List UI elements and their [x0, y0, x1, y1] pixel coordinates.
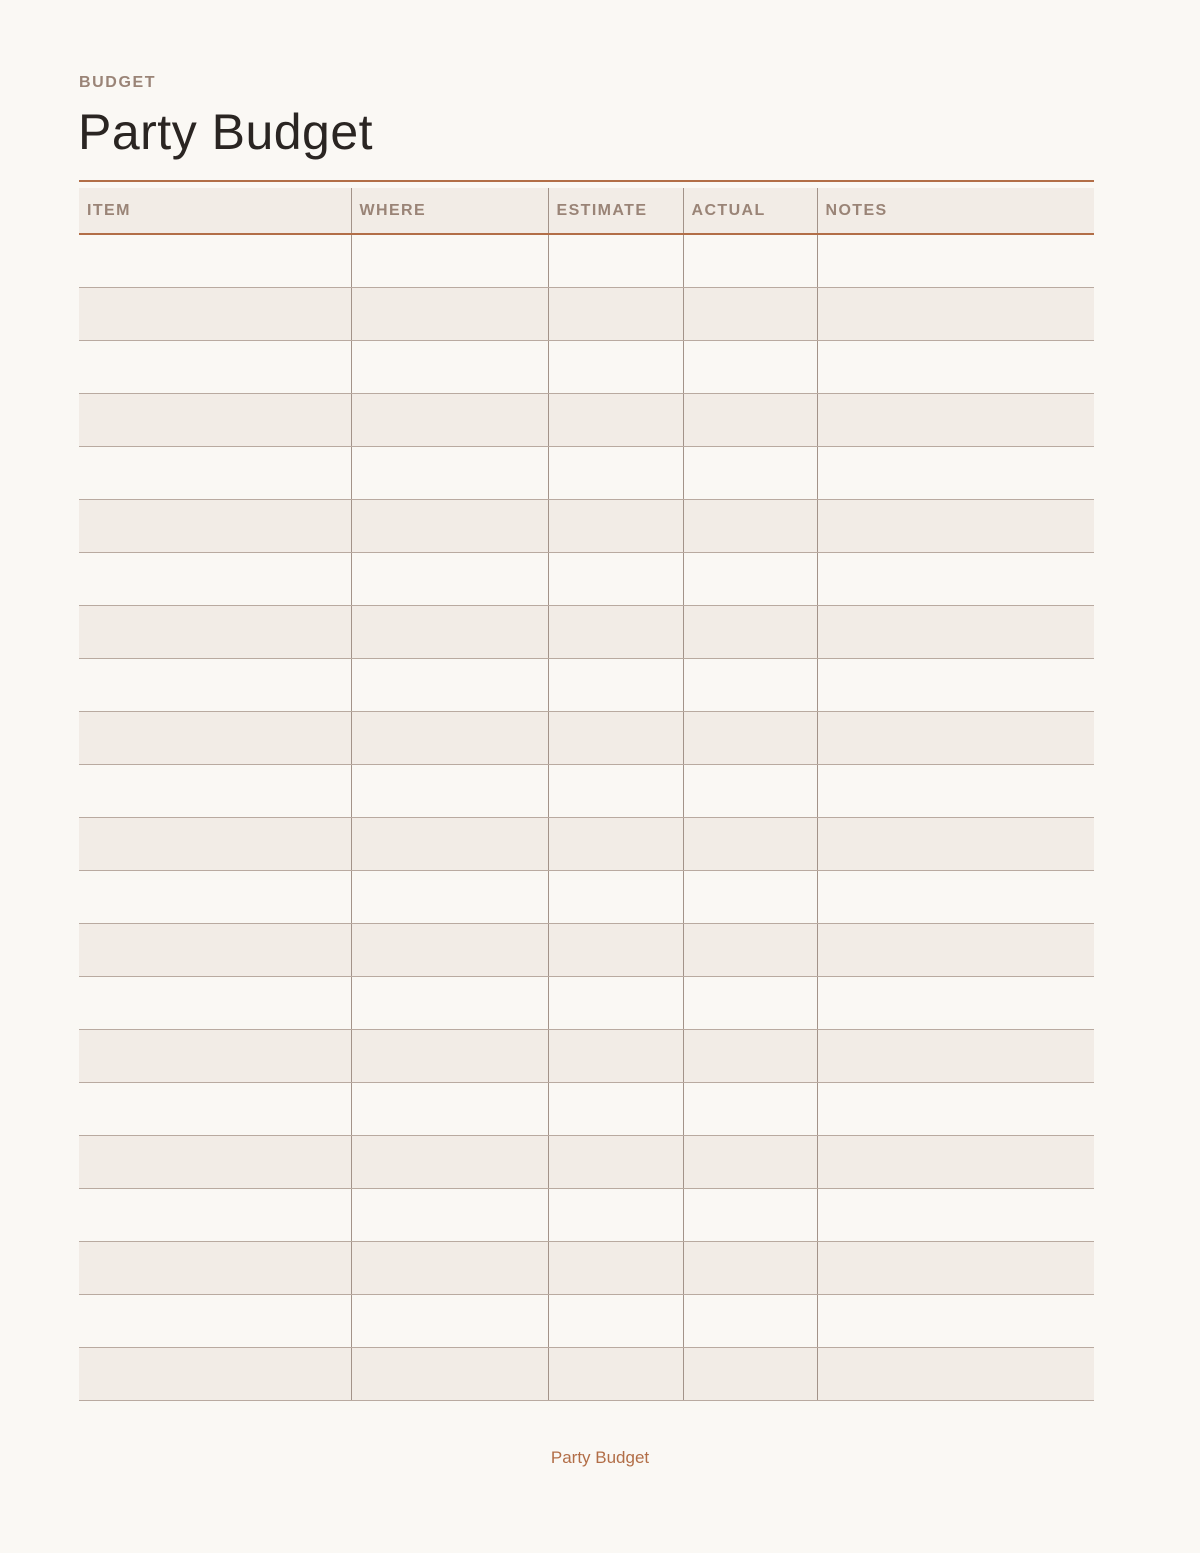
- cell-where[interactable]: [351, 923, 548, 976]
- cell-where[interactable]: [351, 711, 548, 764]
- cell-item[interactable]: [79, 552, 351, 605]
- cell-where[interactable]: [351, 1188, 548, 1241]
- cell-actual[interactable]: [683, 1082, 817, 1135]
- cell-actual[interactable]: [683, 764, 817, 817]
- cell-estimate[interactable]: [548, 1082, 683, 1135]
- cell-actual[interactable]: [683, 446, 817, 499]
- cell-estimate[interactable]: [548, 446, 683, 499]
- cell-estimate[interactable]: [548, 605, 683, 658]
- table-row: [79, 499, 1094, 552]
- table-row: [79, 658, 1094, 711]
- cell-actual[interactable]: [683, 552, 817, 605]
- cell-item[interactable]: [79, 870, 351, 923]
- cell-item[interactable]: [79, 1029, 351, 1082]
- cell-item[interactable]: [79, 234, 351, 287]
- cell-notes[interactable]: [817, 605, 1094, 658]
- cell-estimate[interactable]: [548, 552, 683, 605]
- cell-estimate[interactable]: [548, 711, 683, 764]
- cell-actual[interactable]: [683, 393, 817, 446]
- cell-estimate[interactable]: [548, 658, 683, 711]
- cell-estimate[interactable]: [548, 1029, 683, 1082]
- cell-actual[interactable]: [683, 605, 817, 658]
- cell-where[interactable]: [351, 1135, 548, 1188]
- table-body: [79, 234, 1094, 1400]
- cell-estimate[interactable]: [548, 923, 683, 976]
- table-row: [79, 764, 1094, 817]
- cell-notes[interactable]: [817, 552, 1094, 605]
- cell-estimate[interactable]: [548, 234, 683, 287]
- cell-where[interactable]: [351, 340, 548, 393]
- table-row: [79, 976, 1094, 1029]
- column-header-notes: NOTES: [817, 188, 1094, 234]
- cell-where[interactable]: [351, 552, 548, 605]
- cell-actual[interactable]: [683, 340, 817, 393]
- cell-estimate[interactable]: [548, 764, 683, 817]
- cell-actual[interactable]: [683, 1347, 817, 1400]
- cell-item[interactable]: [79, 764, 351, 817]
- cell-where[interactable]: [351, 817, 548, 870]
- cell-where[interactable]: [351, 1082, 548, 1135]
- cell-notes[interactable]: [817, 340, 1094, 393]
- cell-estimate[interactable]: [548, 1241, 683, 1294]
- cell-actual[interactable]: [683, 1135, 817, 1188]
- budget-table: [79, 188, 1094, 1401]
- cell-where[interactable]: [351, 446, 548, 499]
- cell-where[interactable]: [351, 976, 548, 1029]
- cell-notes[interactable]: [817, 923, 1094, 976]
- cell-estimate[interactable]: [548, 1347, 683, 1400]
- cell-estimate[interactable]: [548, 287, 683, 340]
- cell-notes[interactable]: [817, 870, 1094, 923]
- cell-item[interactable]: [79, 923, 351, 976]
- cell-notes[interactable]: [817, 764, 1094, 817]
- cell-item[interactable]: [79, 976, 351, 1029]
- cell-actual[interactable]: [683, 658, 817, 711]
- cell-where[interactable]: [351, 1241, 548, 1294]
- column-header-item: ITEM: [79, 188, 351, 234]
- column-header-estimate: ESTIMATE: [548, 188, 683, 234]
- cell-notes[interactable]: [817, 658, 1094, 711]
- cell-item[interactable]: [79, 711, 351, 764]
- cell-actual[interactable]: [683, 1294, 817, 1347]
- table-row: [79, 234, 1094, 287]
- cell-item[interactable]: [79, 1082, 351, 1135]
- table-row: [79, 1082, 1094, 1135]
- cell-item[interactable]: [79, 1347, 351, 1400]
- table-row: [79, 1347, 1094, 1400]
- cell-where[interactable]: [351, 658, 548, 711]
- cell-notes[interactable]: [817, 1188, 1094, 1241]
- table-row: [79, 1029, 1094, 1082]
- cell-actual[interactable]: [683, 1241, 817, 1294]
- cell-notes[interactable]: [817, 1029, 1094, 1082]
- cell-item[interactable]: [79, 658, 351, 711]
- cell-estimate[interactable]: [548, 499, 683, 552]
- cell-notes[interactable]: [817, 1347, 1094, 1400]
- budget-table-container: [79, 180, 1094, 1401]
- cell-actual[interactable]: [683, 711, 817, 764]
- cell-estimate[interactable]: [548, 817, 683, 870]
- cell-item[interactable]: [79, 287, 351, 340]
- column-header-where: WHERE: [351, 188, 548, 234]
- cell-where[interactable]: [351, 287, 548, 340]
- table-row: [79, 923, 1094, 976]
- cell-notes[interactable]: [817, 287, 1094, 340]
- cell-item[interactable]: [79, 1294, 351, 1347]
- cell-estimate[interactable]: [548, 1294, 683, 1347]
- cell-estimate[interactable]: [548, 1135, 683, 1188]
- cell-notes[interactable]: [817, 1135, 1094, 1188]
- cell-actual[interactable]: [683, 1029, 817, 1082]
- page-footer: Party Budget: [550, 1448, 650, 1467]
- table-row: [79, 287, 1094, 340]
- table-row: [79, 1188, 1094, 1241]
- table-row: [79, 552, 1094, 605]
- cell-notes[interactable]: [817, 499, 1094, 552]
- cell-notes[interactable]: [817, 1294, 1094, 1347]
- cell-actual[interactable]: [683, 499, 817, 552]
- cell-notes[interactable]: [817, 1082, 1094, 1135]
- table-row: [79, 446, 1094, 499]
- cell-estimate[interactable]: [548, 1188, 683, 1241]
- table-row: [79, 817, 1094, 870]
- cell-where[interactable]: [351, 764, 548, 817]
- cell-estimate[interactable]: [548, 870, 683, 923]
- cell-item[interactable]: [79, 340, 351, 393]
- cell-notes[interactable]: [817, 711, 1094, 764]
- cell-actual[interactable]: [683, 287, 817, 340]
- cell-actual[interactable]: [683, 976, 817, 1029]
- cell-where[interactable]: [351, 393, 548, 446]
- cell-where[interactable]: [351, 605, 548, 658]
- cell-where[interactable]: [351, 1029, 548, 1082]
- table-row: [79, 340, 1094, 393]
- cell-estimate[interactable]: [548, 393, 683, 446]
- table-row: [79, 870, 1094, 923]
- table-row: [79, 1241, 1094, 1294]
- cell-where[interactable]: [351, 1347, 548, 1400]
- cell-actual[interactable]: [683, 234, 817, 287]
- table-row: [79, 711, 1094, 764]
- cell-actual[interactable]: [683, 817, 817, 870]
- cell-item[interactable]: [79, 817, 351, 870]
- cell-notes[interactable]: [817, 976, 1094, 1029]
- table-row: [79, 1294, 1094, 1347]
- table-header-row: [79, 188, 1094, 234]
- cell-notes[interactable]: [817, 393, 1094, 446]
- cell-actual[interactable]: [683, 870, 817, 923]
- cell-item[interactable]: [79, 499, 351, 552]
- cell-item[interactable]: [79, 1135, 351, 1188]
- cell-estimate[interactable]: [548, 340, 683, 393]
- cell-notes[interactable]: [817, 817, 1094, 870]
- table-row: [79, 605, 1094, 658]
- cell-estimate[interactable]: [548, 976, 683, 1029]
- cell-where[interactable]: [351, 1294, 548, 1347]
- section-eyebrow: BUDGET: [79, 74, 157, 91]
- cell-actual[interactable]: [683, 923, 817, 976]
- column-header-actual: ACTUAL: [683, 188, 817, 234]
- page-title: Party Budget: [78, 104, 374, 160]
- cell-notes[interactable]: [817, 1241, 1094, 1294]
- cell-item[interactable]: [79, 1241, 351, 1294]
- table-row: [79, 393, 1094, 446]
- cell-where[interactable]: [351, 234, 548, 287]
- cell-item[interactable]: [79, 446, 351, 499]
- cell-where[interactable]: [351, 499, 548, 552]
- cell-notes[interactable]: [817, 446, 1094, 499]
- cell-item[interactable]: [79, 1188, 351, 1241]
- cell-actual[interactable]: [683, 1188, 817, 1241]
- cell-where[interactable]: [351, 870, 548, 923]
- cell-item[interactable]: [79, 393, 351, 446]
- cell-item[interactable]: [79, 605, 351, 658]
- table-row: [79, 1135, 1094, 1188]
- cell-notes[interactable]: [817, 234, 1094, 287]
